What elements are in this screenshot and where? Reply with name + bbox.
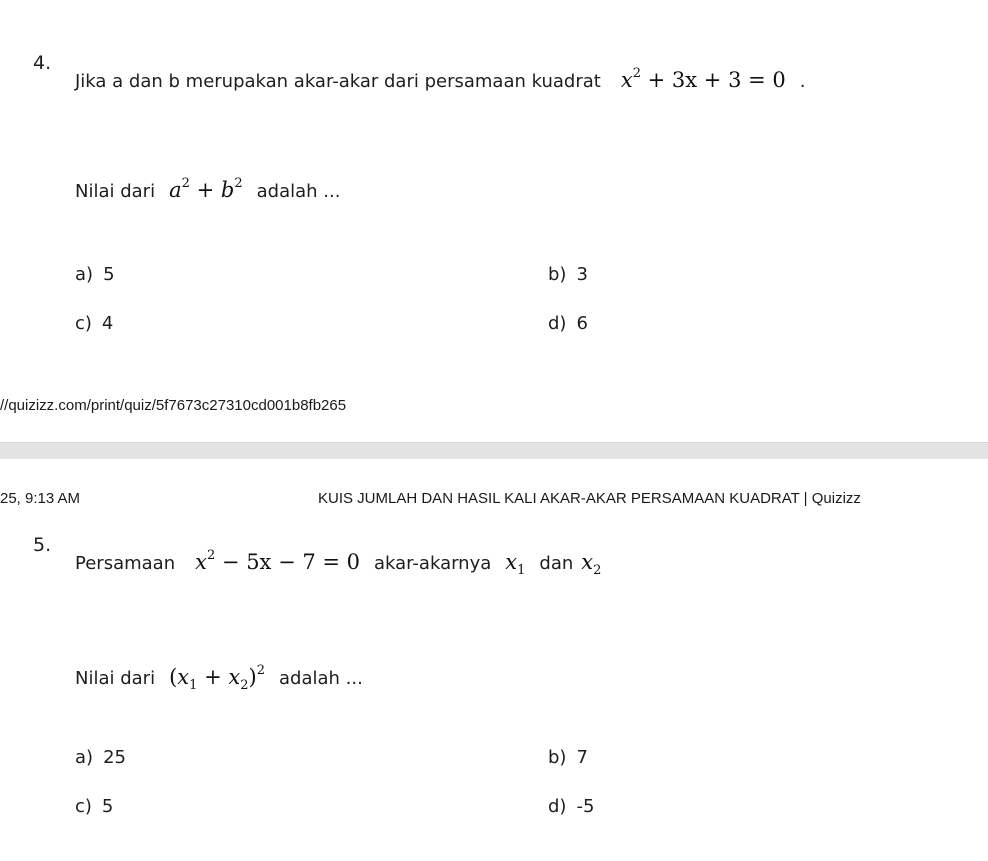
- option-a: a) 25: [75, 747, 126, 768]
- page-separator: [0, 442, 988, 459]
- option-c: c) 4: [75, 313, 114, 334]
- math-expression: $a^2 + b^2$: [169, 176, 243, 202]
- option-b: b) 7: [548, 747, 588, 768]
- option-b: b) 3: [548, 264, 588, 285]
- question-stem: Persamaan $x^2 - 5x - 7 = 0$ akar-akarnya $x_1$ dan $x_2$: [75, 548, 602, 579]
- option-c: c) 5: [75, 796, 114, 817]
- question-number: 5.: [33, 534, 52, 556]
- question-prompt: Nilai dari $(x_1 + x_2)^2$ adalah ...: [75, 663, 363, 694]
- math-equation: $x^2 + 3x + 3 = 0$: [620, 66, 786, 92]
- question-prompt: Nilai dari $a^2 + b^2$ adalah ...: [75, 176, 341, 202]
- question-intro: Jika a dan b merupakan akar-akar dari persamaan kuadrat: [75, 71, 601, 92]
- print-header-title: KUIS JUMLAH DAN HASIL KALI AKAR-AKAR PERSAMAAN KUADRAT | Quizizz: [318, 490, 861, 507]
- question-number: 4.: [33, 52, 52, 74]
- question-trail: .: [799, 71, 806, 92]
- option-d: d) 6: [548, 313, 588, 334]
- option-d: d) -5: [548, 796, 595, 817]
- option-a: a) 5: [75, 264, 115, 285]
- math-root-2: $x_2$: [581, 550, 602, 579]
- math-expression: $(x_1 + x_2)^2$: [169, 663, 265, 694]
- print-footer-url: //quizizz.com/print/quiz/5f7673c27310cd001b8fb265: [0, 397, 347, 414]
- math-equation: $x^2 - 5x - 7 = 0$: [195, 548, 361, 574]
- math-root-1: $x_1$: [505, 550, 526, 579]
- print-header-datetime: 25, 9:13 AM: [0, 490, 81, 507]
- question-stem: [75, 68, 805, 92]
